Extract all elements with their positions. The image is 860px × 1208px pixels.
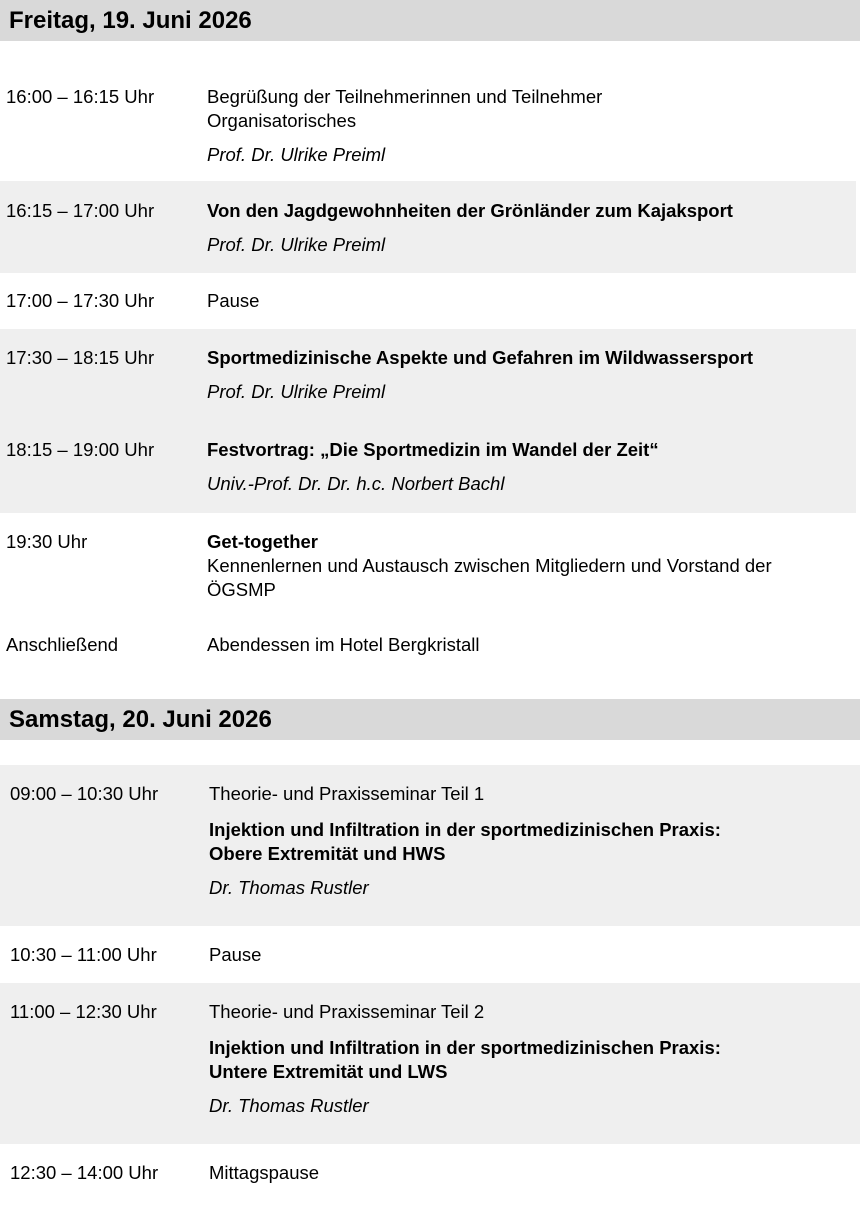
speaker-name: Univ.-Prof. Dr. Dr. h.c. Norbert Bachl xyxy=(207,473,505,494)
schedule-row xyxy=(0,926,860,983)
day-heading-saturday: Samstag, 20. Juni 2026 xyxy=(0,699,860,740)
event-description: ÖGSMP xyxy=(207,579,276,600)
speaker-name: Dr. Thomas Rustler xyxy=(209,1095,369,1116)
schedule-row xyxy=(0,765,860,926)
schedule-row xyxy=(0,273,856,329)
schedule-row xyxy=(0,613,856,683)
event-title: Get-together xyxy=(207,531,318,552)
talk-title: Untere Extremität und LWS xyxy=(209,1061,448,1082)
schedule-row xyxy=(0,513,856,613)
schedule-row xyxy=(0,329,856,513)
talk-title: Von den Jagdgewohnheiten der Grönländer zum Kajaksport xyxy=(207,200,733,221)
item-text: Pause xyxy=(209,944,262,965)
time-slot: 17:00 – 17:30 Uhr xyxy=(6,290,155,311)
schedule-row xyxy=(0,1144,860,1204)
talk-title: Injektion und Infiltration in der sportmedizinischen Praxis: xyxy=(209,819,721,840)
speaker-name: Prof. Dr. Ulrike Preiml xyxy=(207,381,386,402)
speaker-name: Dr. Thomas Rustler xyxy=(209,877,369,898)
time-slot: 11:00 – 12:30 Uhr xyxy=(10,1001,157,1022)
session-label: Theorie- und Praxisseminar Teil 1 xyxy=(209,783,485,804)
event-description: Kennenlernen und Austausch zwischen Mitgliedern und Vorstand der xyxy=(207,555,772,576)
item-text: Abendessen im Hotel Bergkristall xyxy=(207,634,480,655)
talk-title: Injektion und Infiltration in der sportmedizinischen Praxis: xyxy=(209,1037,721,1058)
item-text: Organisatorisches xyxy=(207,110,357,131)
speaker-name: Prof. Dr. Ulrike Preiml xyxy=(207,234,386,255)
time-slot: 12:30 – 14:00 Uhr xyxy=(10,1162,159,1183)
time-slot: 18:15 – 19:00 Uhr xyxy=(6,439,155,460)
day-heading-friday: Freitag, 19. Juni 2026 xyxy=(0,0,860,41)
talk-title: Sportmedizinische Aspekte und Gefahren im Wildwassersport xyxy=(207,347,754,368)
speaker-name: Prof. Dr. Ulrike Preiml xyxy=(207,144,386,165)
session-label: Theorie- und Praxisseminar Teil 2 xyxy=(209,1001,485,1022)
time-slot: 16:15 – 17:00 Uhr xyxy=(6,200,155,221)
schedule-row xyxy=(0,181,856,273)
time-slot: 17:30 – 18:15 Uhr xyxy=(6,347,155,368)
schedule-row xyxy=(0,983,860,1144)
time-slot: 10:30 – 11:00 Uhr xyxy=(10,944,157,965)
talk-title: Festvortrag: „Die Sportmedizin im Wandel der Zeit“ xyxy=(207,439,659,460)
schedule-row xyxy=(0,83,856,181)
time-slot: 09:00 – 10:30 Uhr xyxy=(10,783,159,804)
item-text: Pause xyxy=(207,290,260,311)
item-text: Mittagspause xyxy=(209,1162,320,1183)
time-slot: 16:00 – 16:15 Uhr xyxy=(6,86,155,107)
time-slot: Anschließend xyxy=(6,634,119,655)
talk-title: Obere Extremität und HWS xyxy=(209,843,446,864)
time-slot: 19:30 Uhr xyxy=(6,531,88,552)
item-text: Begrüßung der Teilnehmerinnen und Teilnehmer xyxy=(207,86,603,107)
